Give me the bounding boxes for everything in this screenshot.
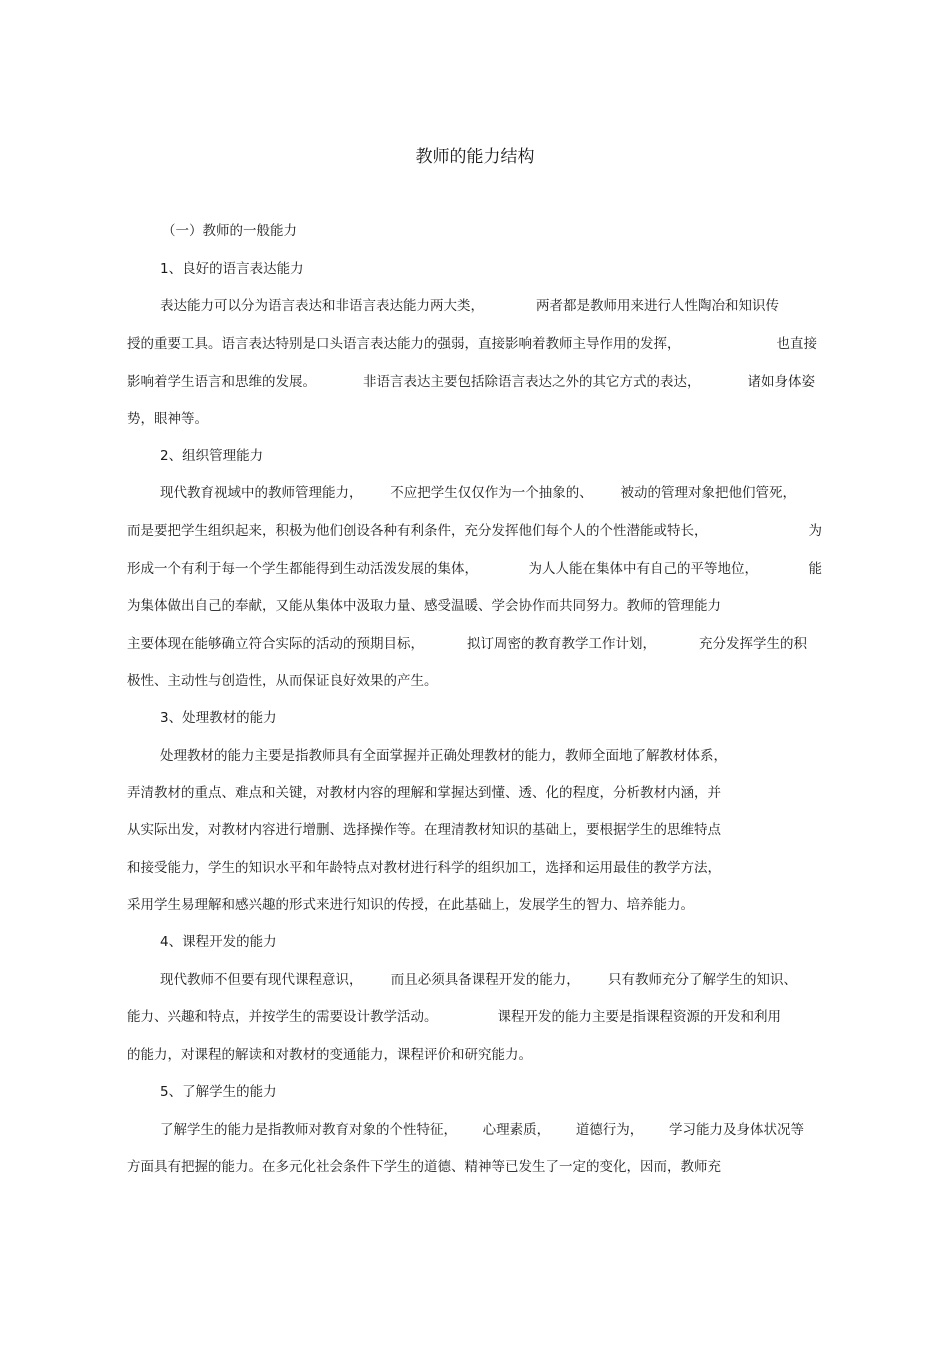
text-span: 充分发挥学生的积 — [699, 636, 807, 652]
paragraph-line — [127, 335, 817, 353]
paragraph-line: 和接受能力，学生的知识水平和年龄特点对教材进行科学的组织加工，选择和运用最佳的教学方法， — [127, 860, 721, 876]
paragraph-line: 势，眼神等。 — [127, 411, 208, 427]
paragraph-line — [160, 1121, 804, 1139]
text-span: 被动的管理对象把他们管死， — [620, 485, 796, 501]
paragraph-line — [127, 373, 815, 391]
text-span: 形成一个有利于每一个学生都能得到生动活泼发展的集体， — [127, 561, 478, 577]
text-span: 也直接 — [776, 336, 817, 352]
subsection-heading-2: 2、组织管理能力 — [160, 448, 264, 464]
text-span: 诸如身体姿 — [747, 374, 815, 390]
text-span: 为人人能在集体中有自己的平等地位， — [528, 561, 758, 577]
paragraph-line: 从实际出发，对教材内容进行增删、选择操作等。在理清教材知识的基础上，要根据学生的思维特点 — [127, 822, 721, 838]
text-span: 授的重要工具。语言表达特别是口头语言表达能力的强弱，直接影响着教师主导作用的发挥， — [127, 336, 681, 352]
paragraph-line: 的能力，对课程的解读和对教材的变通能力，课程评价和研究能力。 — [127, 1047, 532, 1063]
text-span: 现代教师不但要有现代课程意识， — [160, 972, 363, 988]
text-span: 非语言表达主要包括除语言表达之外的其它方式的表达， — [363, 374, 701, 390]
paragraph-line — [127, 560, 822, 578]
text-span: 影响着学生语言和思维的发展。 — [127, 374, 316, 390]
text-span: 学习能力及身体状况等 — [668, 1122, 804, 1138]
paragraph-line — [127, 635, 807, 653]
page-title: 教师的能力结构 — [415, 147, 535, 167]
paragraph-line: 为集体做出自己的奉献，又能从集体中汲取力量、感受温暖、学会协作而共同努力。教师的管理能力 — [127, 598, 721, 614]
paragraph-line: 弄清教材的重点、难点和关键，对教材内容的理解和掌握达到懂、透、化的程度，分析教材内涵，并 — [127, 785, 721, 801]
paragraph-line — [160, 297, 785, 315]
text-span: 道德行为， — [575, 1122, 644, 1138]
paragraph-line — [160, 971, 797, 989]
paragraph-line — [127, 1008, 781, 1026]
text-span: 两者都是教师用来进行人性陶冶和知识传 — [536, 298, 779, 314]
text-span: 能力、兴趣和特点，并按学生的需要设计教学活动。 — [127, 1009, 438, 1025]
subsection-heading-5: 5、了解学生的能力 — [160, 1084, 277, 1100]
text-span: 表达能力可以分为语言表达和非语言表达能力两大类， — [160, 298, 484, 314]
text-span: 了解学生的能力是指教师对教育对象的个性特征， — [160, 1122, 457, 1138]
text-span: 拟订周密的教育教学工作计划， — [467, 636, 656, 652]
paragraph-line: 采用学生易理解和感兴趣的形式来进行知识的传授，在此基础上，发展学生的智力、培养能力。 — [127, 897, 694, 913]
section-heading: （一）教师的一般能力 — [162, 223, 297, 239]
paragraph-line: 处理教材的能力主要是指教师具有全面掌握并正确处理教材的能力，教师全面地了解教材体系， — [160, 748, 727, 764]
subsection-heading-3: 3、处理教材的能力 — [160, 710, 277, 726]
text-span: 不应把学生仅仅作为一个抽象的、 — [390, 485, 593, 501]
text-span: 课程开发的能力主要是指课程资源的开发和利用 — [497, 1009, 781, 1025]
paragraph-line: 极性、主动性与创造性，从而保证良好效果的产生。 — [127, 673, 438, 689]
subsection-heading-4: 4、课程开发的能力 — [160, 934, 277, 950]
text-span: 能 — [808, 561, 822, 577]
paragraph-line: 方面具有把握的能力。在多元化社会条件下学生的道德、精神等已发生了一定的变化，因而，教师充 — [127, 1159, 721, 1175]
text-span: 而是要把学生组织起来，积极为他们创设各种有利条件，充分发挥他们每个人的个性潜能或特长， — [127, 523, 708, 539]
text-span: 心理素质， — [482, 1122, 551, 1138]
paragraph-line — [160, 484, 796, 502]
text-span: 主要体现在能够确立符合实际的活动的预期目标， — [127, 636, 424, 652]
text-span: 现代教育视域中的教师管理能力， — [160, 485, 363, 501]
text-span: 而且必须具备课程开发的能力， — [390, 972, 580, 988]
text-span: 只有教师充分了解学生的知识、 — [608, 972, 797, 988]
subsection-heading-1: 1、良好的语言表达能力 — [160, 261, 304, 277]
paragraph-line — [127, 522, 822, 540]
text-span: 为 — [808, 523, 822, 539]
